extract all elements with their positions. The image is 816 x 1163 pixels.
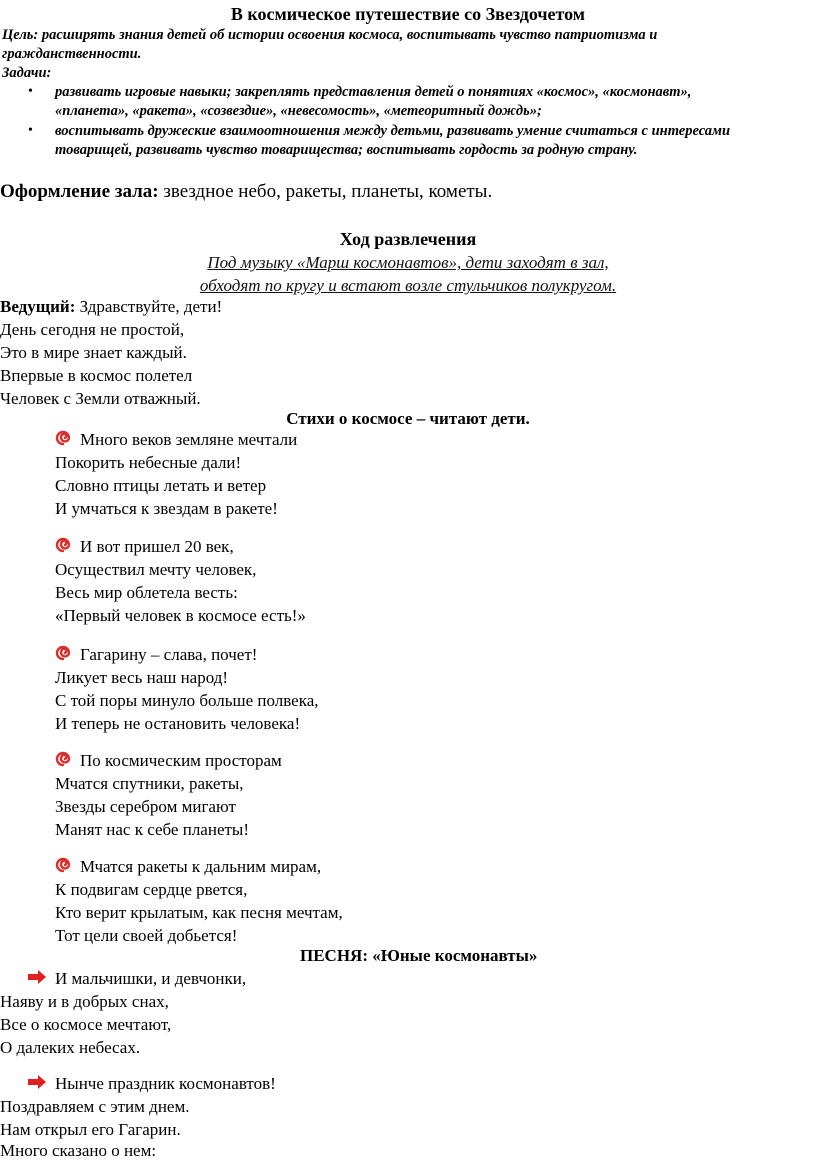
- poem-line: Ликует весь наш народ!: [55, 668, 229, 687]
- verse-line: Нам открыл его Гагарин.: [0, 1120, 181, 1139]
- bullet-dot: •: [28, 84, 33, 99]
- verse-line: О далеких небесах.: [0, 1038, 141, 1057]
- document-title: В космическое путешествие со Звездочетом: [230, 4, 586, 24]
- swirl-bullet-icon: [55, 645, 71, 661]
- poem-line: Много веков земляне мечтали: [80, 430, 298, 449]
- hall-text: звездное небо, ракеты, планеты, кометы.: [158, 181, 493, 202]
- poem-line: Мчатся спутники, ракеты,: [55, 774, 244, 793]
- poem-line: Гагарину – слава, почет!: [80, 645, 258, 664]
- swirl-bullet-icon: [55, 857, 71, 873]
- host-line: Впервые в космос полетел: [0, 366, 193, 385]
- swirl-bullet-icon: [55, 537, 71, 553]
- verse-line: Много сказано о нем:: [0, 1141, 157, 1160]
- arrow-bullet-icon: [27, 1075, 47, 1089]
- goal-line-1: [2, 27, 657, 44]
- host-line: Человек с Земли отважный.: [0, 389, 201, 408]
- poem-line: К подвигам сердце рвется,: [55, 880, 248, 899]
- verse-line: Все о космосе мечтают,: [0, 1015, 172, 1034]
- hall-line: [0, 181, 492, 203]
- task-1-line-2: «планета», «ракета», «созвездие», «невесомость», «метеоритный дождь»;: [55, 103, 542, 119]
- poem-line: Мчатся ракеты к дальним мирам,: [80, 857, 322, 876]
- goal-text-1: расширять знания детей об истории освоения космоса, воспитывать чувство патриотизма и: [41, 27, 658, 43]
- poem-line: Звезды серебром мигают: [55, 797, 236, 816]
- task-2-line-2: товарищей, развивать чувство товарищества; воспитывать гордость за родную страну.: [55, 142, 638, 158]
- poem-line: Кто верит крылатым, как песня мечтам,: [55, 903, 343, 922]
- poem-line: И умчаться к звездам в ракете!: [55, 499, 278, 518]
- host-greeting: Здравствуйте, дети!: [75, 297, 223, 316]
- poem-line: Манят нас к себе планеты!: [55, 820, 250, 839]
- poem-line: Тот цели своей добьется!: [55, 926, 238, 945]
- poem-line: По космическим просторам: [80, 751, 282, 770]
- course-intro-1: Под музыку «Марш космонавтов», дети заходят в зал,: [207, 253, 609, 272]
- song-heading: ПЕСНЯ: «Юные космонавты»: [300, 946, 538, 965]
- course-heading: Ход развлечения: [339, 229, 477, 249]
- verse-line: И мальчишки, и девчонки,: [55, 969, 247, 988]
- arrow-bullet-icon: [27, 970, 47, 984]
- tasks-label: Задачи:: [2, 65, 52, 81]
- goal-label: Цель:: [2, 27, 39, 43]
- poem-line: Осуществил мечту человек,: [55, 560, 257, 579]
- host-line: Это в мире знает каждый.: [0, 343, 187, 362]
- verse-line: Нынче праздник космонавтов!: [55, 1074, 276, 1093]
- poem-line: Весь мир облетела весть:: [55, 583, 238, 602]
- task-1-line-1: развивать игровые навыки; закреплять представления детей о понятиях «космос», «космонавт»,: [55, 84, 692, 100]
- host-label: Ведущий:: [0, 297, 76, 316]
- poem-line: С той поры минуло больше полвека,: [55, 691, 319, 710]
- poems-heading: Стихи о космосе – читают дети.: [286, 409, 530, 428]
- task-2-line-1: воспитывать дружеские взаимоотношения между детьми, развивать умение считаться с интересами: [55, 123, 731, 139]
- poem-line: Словно птицы летать и ветер: [55, 476, 267, 495]
- verse-line: Наяву и в добрых снах,: [0, 992, 169, 1011]
- swirl-bullet-icon: [55, 430, 71, 446]
- goal-text-2: гражданственности.: [2, 46, 142, 62]
- bullet-dot: •: [28, 123, 33, 138]
- poem-line: И теперь не остановить человека!: [55, 714, 301, 733]
- poem-line: И вот пришел 20 век,: [80, 537, 234, 556]
- verse-line: Поздравляем с этим днем.: [0, 1097, 190, 1116]
- swirl-bullet-icon: [55, 751, 71, 767]
- host-greeting-line: [0, 297, 222, 317]
- course-intro-2: обходят по кругу и встают возле стульчиков полукругом.: [199, 276, 617, 295]
- poem-line: Покорить небесные дали!: [55, 453, 242, 472]
- host-line: День сегодня не простой,: [0, 320, 185, 339]
- poem-line: «Первый человек в космосе есть!»: [55, 606, 306, 625]
- hall-label: Оформление зала:: [0, 181, 159, 202]
